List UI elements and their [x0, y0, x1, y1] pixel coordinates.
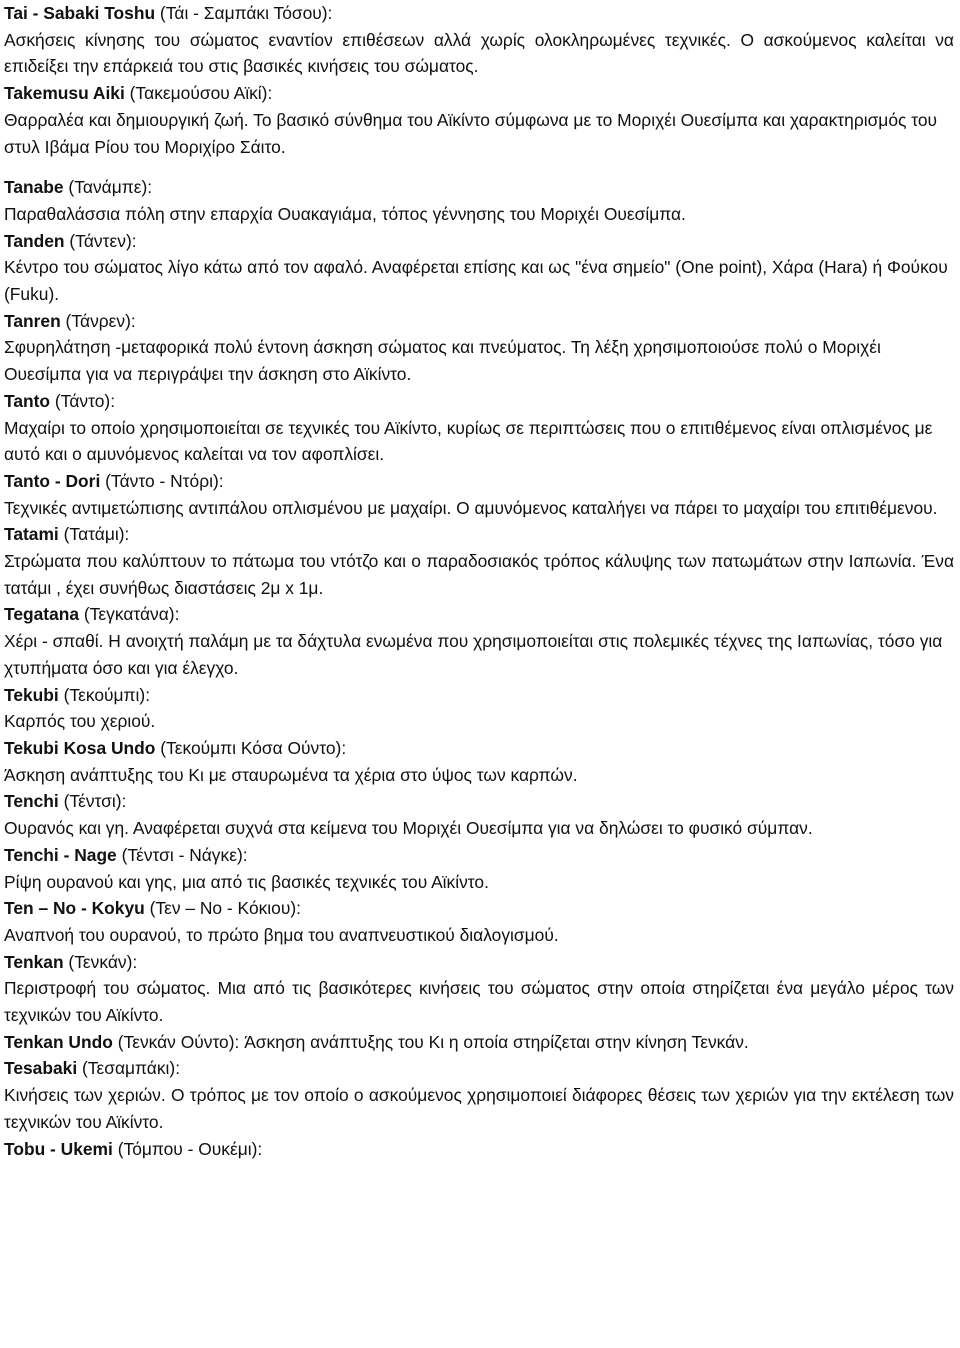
pronunciation: (Τέντσι):: [58, 791, 127, 812]
paragraph-gap: [4, 160, 954, 174]
term: Tenchi - Nage: [4, 844, 117, 865]
pronunciation: (Τεν – Νο - Κόκιου):: [144, 898, 301, 919]
pronunciation: (Τάι - Σαμπάκι Τόσου):: [155, 3, 333, 23]
definition: Κινήσεις των χεριών. Ο τρόπος με τον οποίο ο ασκούμενος χρησιμοποιεί διάφορες θέσεις των χεριών για την εκτέλεση των τεχνικών του Αϊκίντο.: [4, 1085, 954, 1132]
glossary-entry: [4, 228, 954, 308]
term: Takemusu Aiki: [4, 83, 125, 104]
definition: Χέρι - σπαθί. Η ανοιχτή παλάμη με τα δάχτυλα ενωμένα που χρησιμοποιείται στις πολεμικές τέχνες της Ιαπωνίας, τόσο για χτυπήματα όσο και για έλεγχο.: [4, 631, 943, 678]
glossary-entry: [4, 1136, 954, 1163]
pronunciation: (Τάντεν):: [64, 230, 137, 251]
glossary-entry: [4, 842, 954, 895]
definition: Μαχαίρι το οποίο χρησιμοποιείται σε τεχνικές του Αϊκίντο, κυρίως σε περιπτώσεις που ο επιτιθέμενος είναι οπλισμένος με αυτό και ο αμυνόμενος καλείται να τον αφοπλίσει.: [4, 417, 933, 465]
definition: Σφυρηλάτηση -μεταφορικά πολύ έντονη άσκηση σώματος και πνεύματος. Τη λέξη χρησιμοποιούσε πολύ ο Μοριχέι Ουεσίμπα για να περιγράψει την άσκηση στο Αϊκίντο.: [4, 337, 881, 385]
pronunciation: (Τατάμι):: [58, 524, 130, 545]
pronunciation: (Τόμπου - Ουκέμι):: [112, 1138, 263, 1159]
term: Tegatana: [4, 604, 80, 625]
definition: Τεχνικές αντιμετώπισης αντιπάλου οπλισμένου με μαχαίρι. Ο αμυνόμενος καταλήγει να πάρει το μαχαίρι του επιτιθέμενου.: [4, 497, 938, 518]
term: Tekubi: [4, 684, 59, 705]
definition: Ρίψη ουρανού και γης, μια από τις βασικές τεχνικές του Αϊκίντο.: [4, 871, 489, 892]
term: Tenkan: [4, 951, 64, 972]
pronunciation: (Τανάμπε):: [63, 177, 153, 198]
pronunciation: (Τάντο - Ντόρι):: [100, 470, 224, 491]
glossary-entry: [4, 735, 954, 788]
glossary-entry: [4, 0, 954, 80]
pronunciation: (Τέντσι - Νάγκε):: [116, 844, 248, 865]
glossary-entry: [4, 1029, 954, 1056]
pronunciation: (Τεγκατάνα):: [79, 604, 180, 625]
term: Tesabaki: [4, 1058, 78, 1079]
term: Tenchi: [4, 791, 59, 812]
definition: Παραθαλάσσια πόλη στην επαρχία Ουακαγιάμα, τόπος γέννησης του Μοριχέι Ουεσίμπα.: [4, 203, 686, 224]
definition: Ουρανός και γη. Αναφέρεται συχνά στα κείμενα του Μοριχέι Ουεσίμπα για να δηλώσει το φυσικό σύμπαν.: [4, 818, 813, 839]
glossary-entry: [4, 388, 954, 468]
term: Tanabe: [4, 177, 64, 198]
pronunciation: (Τάνρεν):: [60, 310, 136, 331]
term: Tai - Sabaki Toshu: [4, 3, 156, 23]
definition: Κέντρο του σώματος λίγο κάτω από τον αφαλό. Αναφέρεται επίσης και ως "ένα σημείο" (One point), Χάρα (Hara) ή Φούκου (Fuku).: [4, 257, 948, 305]
term: Tatami: [4, 524, 59, 545]
pronunciation: (Τακεμούσου Αϊκί):: [124, 83, 273, 104]
term: Tanto - Dori: [4, 470, 101, 491]
term: Tobu - Ukemi: [4, 1138, 113, 1159]
glossary-entry: [4, 895, 954, 948]
glossary-entry: [4, 601, 954, 681]
pronunciation: (Τεκούμπι Κόσα Ούντο):: [155, 737, 347, 758]
definition: Αναπνοή του ουρανού, το πρώτο βημα του αναπνευστικού διαλογισμού.: [4, 924, 559, 945]
definition: Θαρραλέα και δημιουργική ζωή. Το βασικό σύνθημα του Αϊκίντο σύμφωνα με το Μοριχέι Ουεσίμπα και χαρακτηρισμός του στυλ Ιβάμα Ρίου του Μοριχίρο Σάιτο.: [4, 109, 938, 157]
definition: Περιστροφή του σώματος. Μια από τις βασικότερες κινήσεις του σώματος στην οποία στηρίζεται ένα μεγάλο μέρος των τεχνικών του Αϊκίντο.: [4, 978, 954, 1026]
definition: Στρώματα που καλύπτουν το πάτωμα του ντότζο και ο παραδοσιακός τρόπος κάλυψης των πατωμάτων στην Ιαπωνία. Ένα τατάμι , έχει συνήθως διαστάσεις 2μ x 1μ.: [4, 551, 954, 598]
glossary-entry: [4, 788, 954, 841]
term: Ten – No - Kokyu: [4, 898, 145, 919]
pronunciation: (Τεσαμπάκι):: [77, 1058, 181, 1079]
pronunciation: (Τάντο):: [50, 390, 116, 411]
glossary-entry: [4, 949, 954, 1029]
glossary-entry: [4, 521, 954, 601]
definition: Άσκηση ανάπτυξης του Κι με σταυρωμένα τα χέρια στο ύψος των καρπών.: [4, 764, 578, 785]
pronunciation: (Τενκάν Ούντο):: [112, 1031, 240, 1052]
glossary-entry: [4, 80, 954, 160]
pronunciation: (Τενκάν):: [63, 951, 138, 972]
glossary-entry: [4, 682, 954, 735]
term: Tenkan Undo: [4, 1031, 113, 1052]
glossary-entry: [4, 468, 954, 521]
definition: Άσκηση ανάπτυξης του Κι η οποία στηρίζεται στην κίνηση Τενκάν.: [239, 1031, 749, 1052]
term: Tanden: [4, 230, 65, 251]
term: Tekubi Kosa Undo: [4, 737, 156, 758]
pronunciation: (Τεκούμπι):: [58, 684, 151, 705]
term: Tanto: [4, 390, 51, 411]
glossary-entry: [4, 308, 954, 388]
definition: Καρπός του χεριού.: [4, 711, 156, 732]
glossary-entry: [4, 1055, 954, 1135]
term: Tanren: [4, 310, 61, 331]
definition: Ασκήσεις κίνησης του σώματος εναντίον επιθέσεων αλλά χωρίς ολοκληρωμένες τεχνικές. Ο ασκούμενος καλείται να επιδείξει την επάρκειά του στις βασικές κινήσεις του σώματος.: [4, 29, 954, 77]
glossary-entry: [4, 174, 954, 227]
